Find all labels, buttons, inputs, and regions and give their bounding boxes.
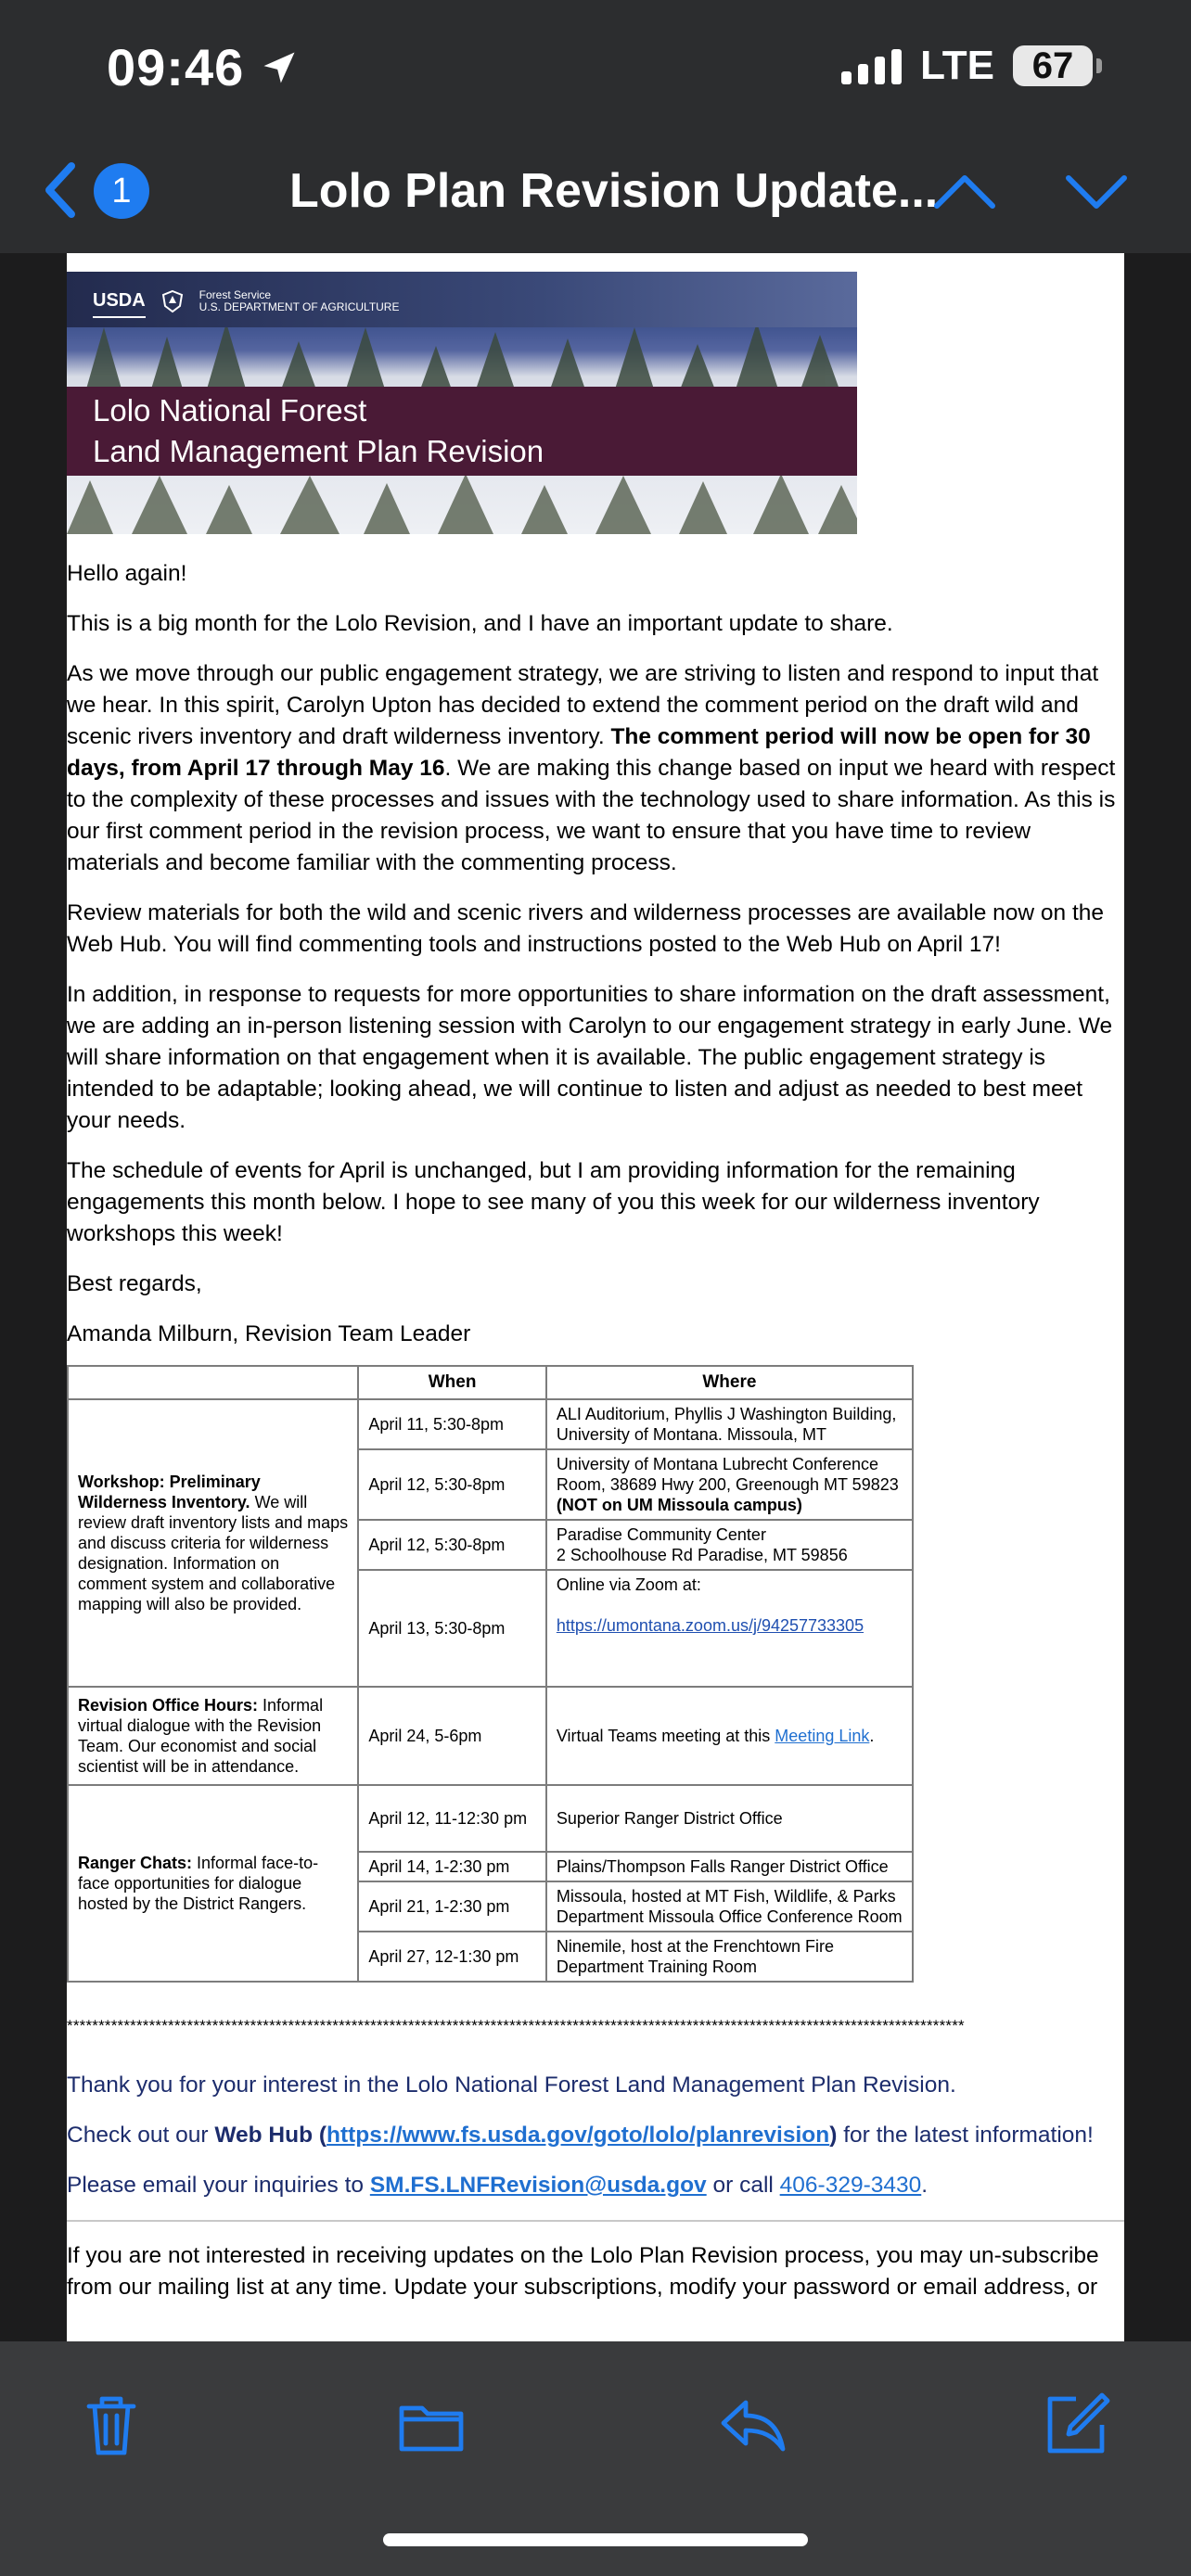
ranger-chats-description: Ranger Chats: Informal face-to-face opportunities for dialogue hosted by the District Rangers. [68, 1785, 358, 1982]
event-when: April 21, 1-2:30 pm [358, 1881, 546, 1932]
clock [107, 37, 300, 97]
trash-icon [74, 2388, 148, 2462]
event-where: Superior Ranger District Office [546, 1785, 913, 1852]
header-banner-image [67, 272, 857, 534]
message-scroll-area[interactable] [0, 253, 1191, 2341]
paragraph-comment-period: As we move through our public engagement strategy, we are striving to listen and respond to input that we hear. In this spirit, Carolyn Upton has decided to extend the comment period on the draft wild and scenic rivers inventory and draft wilderness inventory. The comment period will now be open for 30 days, from April 17 through May 16. We are making this change based on input we heard with respect to the complexity of these processes and issues with the technology used to share information. As this is our first comment period in the revision process, we want to ensure that you have time to review materials and become familiar with the commenting process. [67, 661, 1116, 875]
closing: Best regards, [67, 1271, 202, 1296]
meeting-link[interactable]: Meeting Link [775, 1727, 870, 1745]
footer-contact: Please email your inquiries to SM.FS.LNFRevision@usda.gov or call 406-329-3430. [67, 2173, 928, 2198]
back-button[interactable] [28, 158, 93, 223]
home-indicator[interactable] [383, 2533, 808, 2546]
office-hours-description: Revision Office Hours: Informal virtual dialogue with the Revision Team. Our economist and social scientist will be in attendance. [68, 1687, 358, 1785]
footer-divider [67, 2220, 1124, 2222]
signal-strength-icon [841, 47, 902, 84]
signature: Amanda Milburn, Revision Team Leader [67, 1321, 471, 1346]
event-where: Paradise Community Center 2 Schoolhouse Rd Paradise, MT 59856 [546, 1520, 913, 1570]
chevron-down-icon [1059, 158, 1133, 223]
unsubscribe-text: If you are not interested in receiving updates on the Lolo Plan Revision process, you may un-subscribe from our mailing list at any time. Update your subscriptions, modify your password or email address, or [67, 2243, 1099, 2300]
event-when: April 14, 1-2:30 pm [358, 1852, 546, 1881]
compose-button[interactable] [1039, 2388, 1113, 2462]
table-row [68, 1785, 913, 1852]
event-when: April 13, 5:30-8pm [358, 1570, 546, 1687]
status-bar [0, 0, 1191, 139]
event-where: University of Montana Lubrecht Conference Room, 38689 Hwy 200, Greenough MT 59823 (NOT on UM Missoula campus) [546, 1449, 913, 1520]
email-address-link[interactable]: SM.FS.LNFRevision@usda.gov [369, 2173, 707, 2198]
network-type: LTE [920, 43, 994, 88]
event-when: April 12, 5:30-8pm [358, 1520, 546, 1570]
comment-period-highlight: The comment period will now be open for 30 days, from April 17 through May 16 [67, 724, 1091, 781]
event-where: Plains/Thompson Falls Ranger District Office [546, 1852, 913, 1881]
compose-icon [1039, 2388, 1113, 2462]
table-header-when: When [358, 1366, 546, 1399]
web-hub-link[interactable]: https://www.fs.usda.gov/goto/lolo/planrevision [327, 2123, 830, 2148]
table-row [68, 1687, 913, 1785]
event-when: April 11, 5:30-8pm [358, 1399, 546, 1449]
battery-level: 67 [1013, 45, 1093, 86]
paragraph-intro: This is a big month for the Lolo Revision, and I have an important update to share. [67, 611, 893, 636]
move-to-folder-button[interactable] [394, 2388, 468, 2462]
email-body [67, 253, 1124, 2341]
workshop-description: Workshop: Preliminary Wilderness Inventory. We will review draft inventory lists and maps and discuss criteria for wilderness designation. Information on comment system and collaborative mapping will also be provided. [68, 1399, 358, 1687]
next-message-button[interactable] [1059, 158, 1133, 223]
footer-thanks: Thank you for your interest in the Lolo National Forest Land Management Plan Revision. [67, 2072, 956, 2098]
asterisk-divider: ********************************************************************************************************************************************** [67, 2017, 965, 2034]
paragraph-review-materials: Review materials for both the wild and scenic rivers and wilderness processes are available now on the Web Hub. You will find commenting tools and instructions posted to the Web Hub on April 17! [67, 900, 1105, 957]
banner-title: Lolo National Forest Land Management Plan Revision [93, 393, 544, 468]
event-when: April 24, 5-6pm [358, 1687, 546, 1785]
battery-icon [1013, 45, 1102, 86]
forest-service-shield-icon [160, 289, 185, 313]
greeting: Hello again! [67, 561, 187, 586]
table-header-where: Where [546, 1366, 913, 1399]
event-when: April 12, 11-12:30 pm [358, 1785, 546, 1852]
previous-message-button[interactable] [928, 158, 1002, 223]
email-footer [67, 2070, 1124, 2303]
event-when: April 12, 5:30-8pm [358, 1449, 546, 1520]
paragraph-listening-session: In addition, in response to requests for more opportunities to share information on the draft assessment, we are adding an in-person listening session with Carolyn to our engagement strategy in early June. We will share information on that engagement when it is available. The public engagement strategy is intended to be adaptable; looking ahead, we will continue to listen and adjust as needed to best meet your needs. [67, 982, 1113, 1133]
event-where: Missoula, hosted at MT Fish, Wildlife, & Parks Department Missoula Office Conference Room [546, 1881, 913, 1932]
chevron-left-icon [42, 160, 79, 220]
zoom-link[interactable]: https://umontana.zoom.us/j/94257733305 [556, 1616, 864, 1635]
folder-icon [394, 2388, 468, 2462]
paragraph-schedule: The schedule of events for April is unchanged, but I am providing information for the remaining engagements this month below. I hope to see many of you this week for our wilderness inventory workshops this week! [67, 1158, 1040, 1246]
location-arrow-icon [259, 47, 300, 88]
table-header-row [68, 1366, 913, 1399]
footer-web-hub: Check out our Web Hub (https://www.fs.usda.gov/goto/lolo/planrevision) for the latest information! [67, 2123, 1094, 2148]
phone-link[interactable]: 406-329-3430 [779, 2173, 922, 2198]
unread-count-badge[interactable]: 1 [94, 163, 149, 219]
events-schedule-table [67, 1365, 914, 1983]
event-when: April 27, 12-1:30 pm [358, 1932, 546, 1982]
delete-button[interactable] [74, 2388, 148, 2462]
reply-button[interactable] [716, 2388, 790, 2462]
event-where: Online via Zoom at: https://umontana.zoom.us/j/94257733305 [546, 1570, 913, 1687]
message-subject-title: Lolo Plan Revision Update... [289, 164, 939, 218]
event-where: Virtual Teams meeting at this Meeting Link. [546, 1687, 913, 1785]
reply-arrow-icon [716, 2388, 790, 2462]
table-header-empty [68, 1366, 358, 1399]
usda-forest-service-logo: USDA Forest Service U.S. DEPARTMENT OF AGRICULTURE [93, 285, 399, 318]
event-where: ALI Auditorium, Phyllis J Washington Building, University of Montana. Missoula, MT [546, 1399, 913, 1449]
table-row [68, 1399, 913, 1449]
event-where: Ninemile, host at the Frenchtown Fire Department Training Room [546, 1932, 913, 1982]
not-on-campus-note: (NOT on UM Missoula campus) [556, 1496, 802, 1514]
mail-nav-bar [0, 139, 1191, 255]
time-text: 09:46 [107, 38, 245, 96]
chevron-up-icon [928, 158, 1002, 223]
